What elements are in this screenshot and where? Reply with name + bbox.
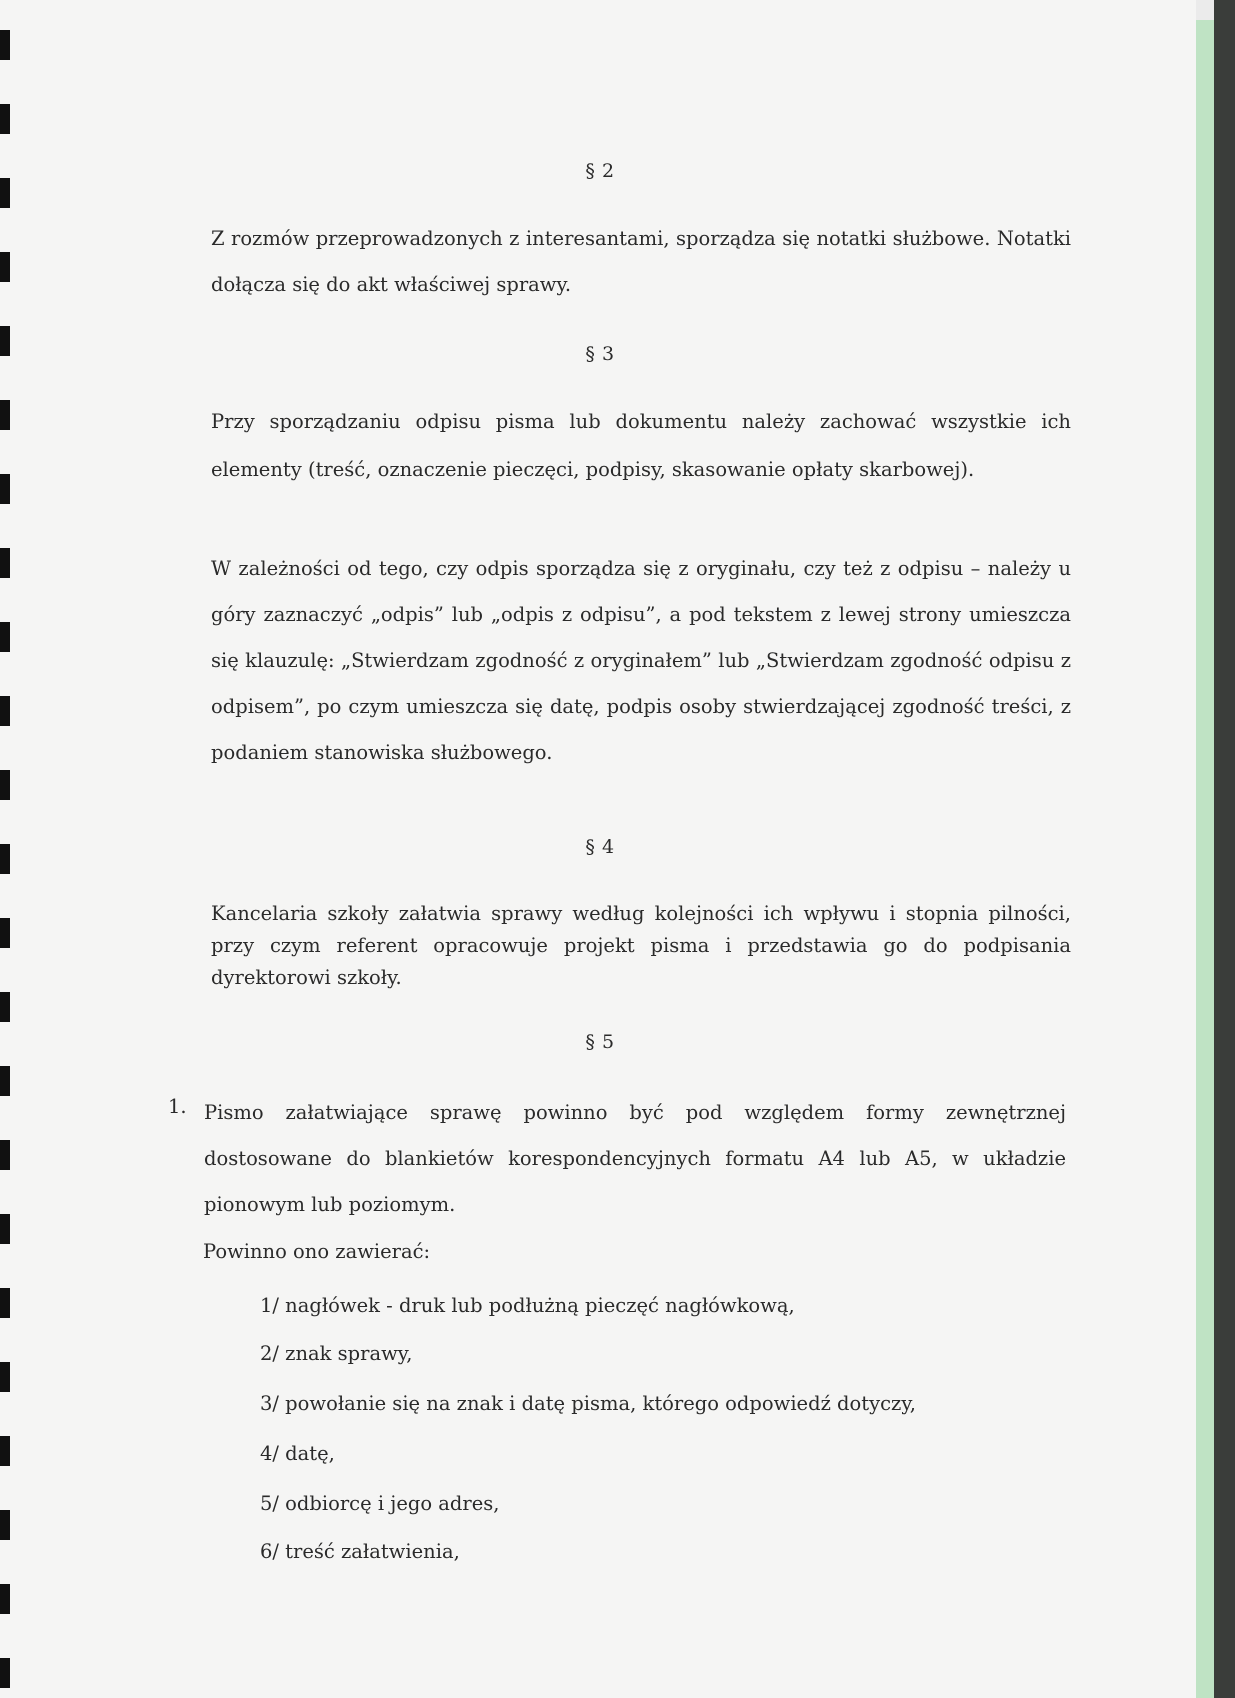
section-3-heading: § 3: [585, 343, 615, 365]
scanner-background: [1214, 0, 1235, 1698]
section-3-paragraph-1: Przy sporządzaniu odpisu pisma lub dokumentu należy zachować wszystkie ich elementy (treść, oznaczenie pieczęci, podpisy, skasowanie opłaty skarbowej).: [211, 410, 1071, 481]
binding-hole: [0, 1658, 10, 1688]
binding-hole: [0, 1362, 10, 1392]
section-4-text: Kancelaria szkoły załatwia sprawy według kolejności ich wpływu i stopnia pilności, przy czym referent opracowuje projekt pisma i przedstawia go do podpisania dyrektorowi szkoły.: [211, 902, 1071, 989]
binding-hole: [0, 622, 10, 652]
binding-hole: [0, 1140, 10, 1170]
section-2-heading: § 2: [585, 160, 615, 182]
section-4-heading: § 4: [585, 836, 615, 858]
binding-hole: [0, 1066, 10, 1096]
section-3-paragraph-2: W zależności od tego, czy odpis sporządza się z oryginału, czy też z odpisu – należy u góry zaznaczyć „odpis” lub „odpis z odpisu”, a pod tekstem z lewej strony umieszcza się klauzulę: „Stwierdzam zgodność z oryginałem” lub „Stwierdzam zgodność odpisu z odpisem”, po czym umieszcza się datę, podpis osoby stwierdzającej zgodność treści, z podaniem stanowiska służbowego.: [211, 557, 1071, 764]
binding-hole: [0, 1584, 10, 1614]
binding-hole: [0, 104, 10, 134]
list-item: 2/ znak sprawy,: [260, 1342, 413, 1365]
binding-hole: [0, 918, 10, 948]
binding-hole: [0, 1288, 10, 1318]
section-5-item-text: Pismo załatwiające sprawę powinno być pod względem formy zewnętrznej dostosowane do blankietów korespondencyjnych formatu A4 lub A5, w układzie pionowym lub poziomym.: [204, 1101, 1066, 1216]
section-5-intro: Powinno ono zawierać:: [203, 1240, 431, 1263]
binding-hole: [0, 178, 10, 208]
list-item: 3/ powołanie się na znak i datę pisma, którego odpowiedź dotyczy,: [260, 1392, 916, 1415]
binding-hole: [0, 30, 10, 60]
binding-hole: [0, 1436, 10, 1466]
binding-hole: [0, 548, 10, 578]
list-item: 5/ odbiorcę i jego adres,: [260, 1492, 500, 1515]
binding-hole: [0, 252, 10, 282]
section-5-item-number: 1.: [168, 1095, 187, 1118]
section-2-text: Z rozmów przeprowadzonych z interesantami, sporządza się notatki służbowe. Notatki dołącza się do akt właściwej sprawy.: [211, 227, 1071, 296]
list-item: 6/ treść załatwienia,: [260, 1540, 460, 1563]
next-page-edge: [1196, 20, 1214, 1698]
binding-hole: [0, 474, 10, 504]
binding-hole: [0, 400, 10, 430]
binding-hole: [0, 1510, 10, 1540]
binding-hole: [0, 992, 10, 1022]
binding-hole: [0, 696, 10, 726]
binding-hole: [0, 1214, 10, 1244]
list-item: 4/ datę,: [260, 1442, 335, 1465]
section-5-heading: § 5: [585, 1031, 615, 1053]
binding-hole: [0, 770, 10, 800]
list-item: 1/ nagłówek - druk lub podłużną pieczęć nagłówkową,: [260, 1294, 795, 1317]
